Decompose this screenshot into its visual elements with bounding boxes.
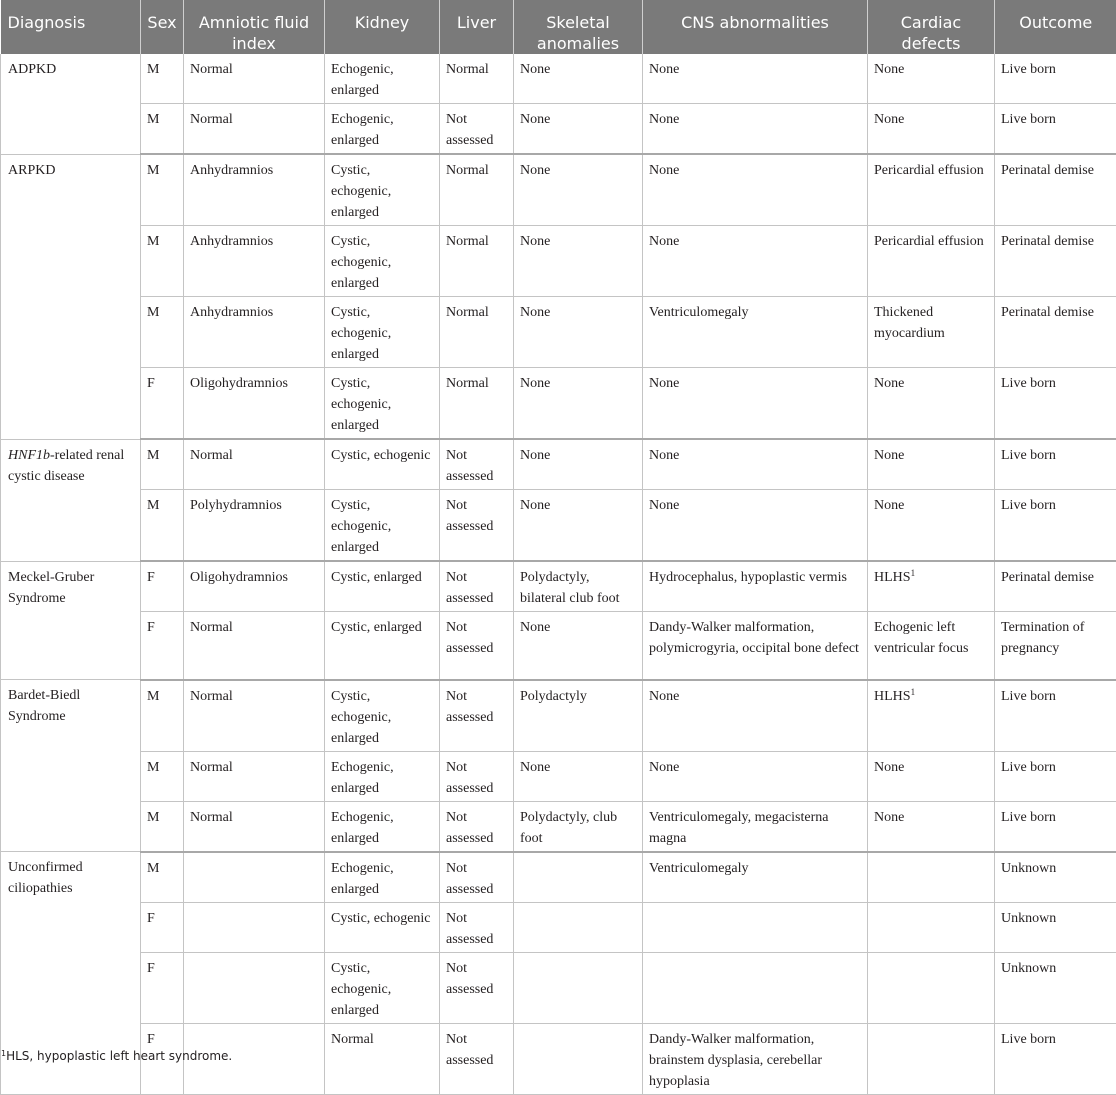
- afi-cell: Normal: [184, 801, 325, 852]
- cns-cell: None: [643, 680, 868, 752]
- sex-cell: F: [141, 1023, 184, 1094]
- afi-cell: Anhydramnios: [184, 154, 325, 226]
- diagnosis-cell: Meckel-Gruber Syndrome: [1, 561, 141, 680]
- table-row: [1, 952, 1116, 1023]
- cns-cell: None: [643, 154, 868, 226]
- afi-cell: Oligohydramnios: [184, 368, 325, 440]
- liver-cell: Not assessed: [440, 680, 514, 752]
- cardiac-cell: Thickened myocardium: [868, 297, 995, 368]
- outcome-cell: Live born: [995, 751, 1116, 801]
- table-row: [1, 490, 1116, 562]
- outcome-cell: Live born: [995, 680, 1116, 752]
- table-row: [1, 902, 1116, 952]
- sex-cell: M: [141, 490, 184, 562]
- header-amniotic-fluid-index: Amniotic fluid index: [184, 0, 325, 54]
- skeletal-cell: [514, 1023, 643, 1094]
- outcome-cell: Perinatal demise: [995, 226, 1116, 297]
- table-row: [1, 680, 1116, 752]
- afi-cell: Normal: [184, 439, 325, 490]
- sex-cell: F: [141, 612, 184, 680]
- cardiac-cell: None: [868, 801, 995, 852]
- liver-cell: Normal: [440, 368, 514, 440]
- liver-cell: Not assessed: [440, 801, 514, 852]
- liver-cell: Not assessed: [440, 1023, 514, 1094]
- table-row: [1, 154, 1116, 226]
- diagnosis-cell: [1, 439, 141, 561]
- diagnosis-cell: ARPKD: [1, 154, 141, 439]
- outcome-cell: Live born: [995, 104, 1116, 155]
- header-kidney: Kidney: [325, 0, 440, 54]
- diagnosis-cell: Unconfirmed ciliopathies: [1, 852, 141, 1095]
- kidney-cell: Cystic, echogenic: [325, 902, 440, 952]
- skeletal-cell: [514, 902, 643, 952]
- sex-cell: M: [141, 751, 184, 801]
- sex-cell: F: [141, 561, 184, 612]
- sex-cell: F: [141, 902, 184, 952]
- footnote-marker: 1: [1, 1049, 6, 1058]
- header-cns-abnormalities: CNS abnormalities: [643, 0, 868, 54]
- cns-cell: Ventriculomegaly, megacisterna magna: [643, 801, 868, 852]
- sex-cell: M: [141, 54, 184, 104]
- sex-cell: M: [141, 852, 184, 903]
- liver-cell: Not assessed: [440, 561, 514, 612]
- sex-cell: M: [141, 226, 184, 297]
- kidney-cell: Cystic, enlarged: [325, 561, 440, 612]
- outcome-cell: Termination of pregnancy: [995, 612, 1116, 680]
- cns-cell: Dandy-Walker malformation, polymicrogyria, occipital bone defect: [643, 612, 868, 680]
- cardiac-cell: Pericardial effusion: [868, 154, 995, 226]
- sex-cell: F: [141, 952, 184, 1023]
- afi-cell: Normal: [184, 680, 325, 752]
- footnote-marker: 1: [911, 687, 916, 697]
- liver-cell: Normal: [440, 54, 514, 104]
- afi-cell: Anhydramnios: [184, 297, 325, 368]
- cns-cell: [643, 952, 868, 1023]
- table-footnote: [1, 1048, 232, 1064]
- afi-cell: Normal: [184, 54, 325, 104]
- kidney-cell: Cystic, echogenic: [325, 439, 440, 490]
- kidney-cell: Normal: [325, 1023, 440, 1094]
- kidney-cell: Echogenic, enlarged: [325, 751, 440, 801]
- outcome-cell: Live born: [995, 801, 1116, 852]
- skeletal-cell: None: [514, 439, 643, 490]
- outcome-cell: Live born: [995, 54, 1116, 104]
- skeletal-cell: None: [514, 490, 643, 562]
- skeletal-cell: None: [514, 368, 643, 440]
- table-row: [1, 297, 1116, 368]
- liver-cell: Not assessed: [440, 612, 514, 680]
- cardiac-cell: None: [868, 54, 995, 104]
- cns-cell: Ventriculomegaly: [643, 852, 868, 903]
- cardiac-cell: Pericardial effusion: [868, 226, 995, 297]
- sex-cell: M: [141, 154, 184, 226]
- footnote-marker: 1: [911, 568, 916, 578]
- skeletal-cell: None: [514, 751, 643, 801]
- cns-cell: None: [643, 751, 868, 801]
- afi-cell: Normal: [184, 751, 325, 801]
- kidney-cell: Cystic, echogenic, enlarged: [325, 297, 440, 368]
- kidney-cell: Cystic, enlarged: [325, 612, 440, 680]
- afi-cell: [184, 952, 325, 1023]
- liver-cell: Normal: [440, 297, 514, 368]
- kidney-cell: Cystic, echogenic, enlarged: [325, 226, 440, 297]
- cardiac-cell: None: [868, 104, 995, 155]
- kidney-cell: Cystic, echogenic, enlarged: [325, 154, 440, 226]
- cns-cell: Hydrocephalus, hypoplastic vermis: [643, 561, 868, 612]
- cardiac-cell: [868, 902, 995, 952]
- cns-cell: None: [643, 490, 868, 562]
- cardiac-cell: [868, 680, 995, 752]
- kidney-cell: Echogenic, enlarged: [325, 801, 440, 852]
- sex-cell: M: [141, 104, 184, 155]
- table-row: [1, 801, 1116, 852]
- skeletal-cell: None: [514, 104, 643, 155]
- table-row: [1, 104, 1116, 155]
- skeletal-cell: [514, 952, 643, 1023]
- sex-cell: M: [141, 297, 184, 368]
- outcome-cell: Perinatal demise: [995, 297, 1116, 368]
- table-row: [1, 54, 1116, 104]
- outcome-cell: Unknown: [995, 952, 1116, 1023]
- table-row: [1, 751, 1116, 801]
- skeletal-cell: None: [514, 154, 643, 226]
- cardiac-cell: None: [868, 439, 995, 490]
- header-cardiac-defects: Cardiac defects: [868, 0, 995, 54]
- sex-cell: F: [141, 368, 184, 440]
- sex-cell: M: [141, 801, 184, 852]
- outcome-cell: Live born: [995, 1023, 1116, 1094]
- liver-cell: Not assessed: [440, 439, 514, 490]
- outcome-cell: Perinatal demise: [995, 561, 1116, 612]
- cardiac-cell: None: [868, 490, 995, 562]
- liver-cell: Not assessed: [440, 490, 514, 562]
- diagnosis-label: -related renal cystic disease: [8, 448, 124, 484]
- skeletal-cell: Polydactyly: [514, 680, 643, 752]
- cns-cell: Dandy-Walker malformation, brainstem dysplasia, cerebellar hypoplasia: [643, 1023, 868, 1094]
- liver-cell: Not assessed: [440, 104, 514, 155]
- afi-cell: Polyhydramnios: [184, 490, 325, 562]
- skeletal-cell: Polydactyly, club foot: [514, 801, 643, 852]
- kidney-cell: Cystic, echogenic, enlarged: [325, 952, 440, 1023]
- cns-cell: Ventriculomegaly: [643, 297, 868, 368]
- table-row: [1, 852, 1116, 903]
- cns-cell: [643, 902, 868, 952]
- cns-cell: None: [643, 439, 868, 490]
- liver-cell: Normal: [440, 154, 514, 226]
- skeletal-cell: [514, 852, 643, 903]
- cardiac-cell: [868, 561, 995, 612]
- skeletal-cell: None: [514, 297, 643, 368]
- table-body: [1, 54, 1116, 1094]
- table-row: [1, 226, 1116, 297]
- cns-cell: None: [643, 226, 868, 297]
- cardiac-cell: None: [868, 368, 995, 440]
- liver-cell: Not assessed: [440, 751, 514, 801]
- kidney-cell: Echogenic, enlarged: [325, 54, 440, 104]
- cardiac-cell: Echogenic left ventricular focus: [868, 612, 995, 680]
- cns-cell: None: [643, 104, 868, 155]
- cardiac-cell: [868, 852, 995, 903]
- cns-cell: None: [643, 54, 868, 104]
- skeletal-cell: None: [514, 612, 643, 680]
- table-row: [1, 439, 1116, 490]
- skeletal-cell: None: [514, 226, 643, 297]
- header-skeletal-anomalies: Skeletal anomalies: [514, 0, 643, 54]
- table-row: [1, 368, 1116, 440]
- kidney-cell: Cystic, echogenic, enlarged: [325, 490, 440, 562]
- sex-cell: M: [141, 680, 184, 752]
- diagnosis-cell: ADPKD: [1, 54, 141, 154]
- cns-cell: None: [643, 368, 868, 440]
- outcome-cell: Perinatal demise: [995, 154, 1116, 226]
- sex-cell: M: [141, 439, 184, 490]
- gene-name: HNF1b: [8, 448, 50, 463]
- outcome-cell: Live born: [995, 368, 1116, 440]
- skeletal-cell: Polydactyly, bilateral club foot: [514, 561, 643, 612]
- skeletal-cell: None: [514, 54, 643, 104]
- diagnosis-cell: Bardet-Biedl Syndrome: [1, 680, 141, 852]
- header-diagnosis: Diagnosis: [1, 0, 141, 54]
- cardiac-cell: None: [868, 751, 995, 801]
- kidney-cell: Cystic, echogenic, enlarged: [325, 368, 440, 440]
- header-outcome: Outcome: [995, 0, 1116, 54]
- afi-cell: Normal: [184, 104, 325, 155]
- afi-cell: Oligohydramnios: [184, 561, 325, 612]
- kidney-cell: Cystic, echogenic, enlarged: [325, 680, 440, 752]
- table-header: [1, 0, 1116, 54]
- liver-cell: Not assessed: [440, 902, 514, 952]
- outcome-cell: Live born: [995, 439, 1116, 490]
- kidney-cell: Echogenic, enlarged: [325, 104, 440, 155]
- liver-cell: Not assessed: [440, 952, 514, 1023]
- table-row: [1, 561, 1116, 612]
- outcome-cell: Unknown: [995, 852, 1116, 903]
- outcome-cell: Unknown: [995, 902, 1116, 952]
- footnote-text: HLS, hypoplastic left heart syndrome.: [6, 1049, 232, 1063]
- afi-cell: Normal: [184, 612, 325, 680]
- afi-cell: [184, 852, 325, 903]
- header-row: [1, 0, 1116, 54]
- header-liver: Liver: [440, 0, 514, 54]
- table-row: [1, 612, 1116, 680]
- cardiac-text: HLHS: [874, 570, 911, 585]
- kidney-cell: Echogenic, enlarged: [325, 852, 440, 903]
- outcome-cell: Live born: [995, 490, 1116, 562]
- cardiac-text: HLHS: [874, 689, 911, 704]
- cardiac-cell: [868, 1023, 995, 1094]
- liver-cell: Normal: [440, 226, 514, 297]
- afi-cell: [184, 902, 325, 952]
- afi-cell: Anhydramnios: [184, 226, 325, 297]
- cardiac-cell: [868, 952, 995, 1023]
- liver-cell: Not assessed: [440, 852, 514, 903]
- header-sex: Sex: [141, 0, 184, 54]
